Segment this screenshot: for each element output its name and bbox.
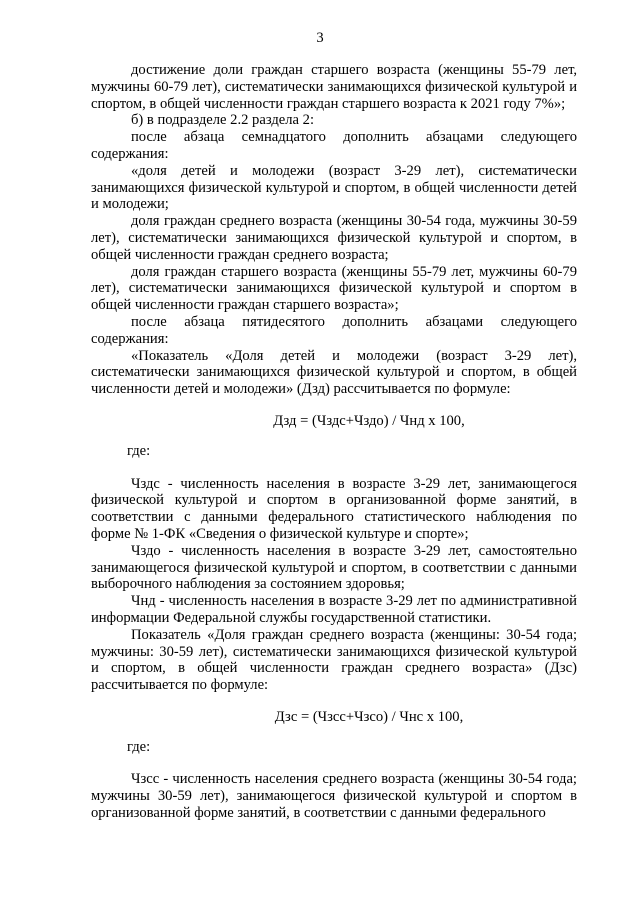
formula-dzd: Дзд = (Чздс+Чздо) / Чнд х 100, bbox=[273, 412, 465, 429]
where-label-2: где: bbox=[127, 738, 151, 755]
paragraph-8: «Показатель «Доля детей и молодежи (возраст 3-29 лет), систематически занимающихся физической культурой и спортом, в общей численности детей и молодежи» (Дзд) рассчитывается по формуле: bbox=[91, 347, 577, 398]
where-label-1: где: bbox=[127, 442, 151, 459]
definition-chnd: Чнд - численность населения в возрасте 3-29 лет по административной информации Федеральной службы государственной статистики. bbox=[91, 593, 577, 626]
formula-dzs: Дзс = (Чзсс+Чзсо) / Чнс х 100, bbox=[274, 708, 464, 725]
page-number: 3 bbox=[316, 30, 324, 46]
paragraph-2: б) в подразделе 2.2 раздела 2: bbox=[131, 112, 314, 129]
definition-chzdo: Чздо - численность населения в возрасте 3-29 лет, самостоятельно занимающегося физической культурой и спортом, в соответствии с данными выборочного наблюдения за состоянием здоровья; bbox=[91, 542, 577, 593]
definition-chzss: Чзсс - численность населения среднего возраста (женщины 30-54 года; мужчины 30-59 лет), занимающегося физической культурой и спортом в организованной форме занятий, в соответствии с данными федерального bbox=[91, 771, 577, 822]
paragraph-5: доля граждан среднего возраста (женщины 30-54 года, мужчины 30-59 лет), систематически занимающихся физической культурой и спортом, в общей численности граждан среднего возраста; bbox=[91, 213, 577, 263]
paragraph-7: после абзаца пятидесятого дополнить абзацами следующего содержания: bbox=[91, 313, 577, 347]
paragraph-6: доля граждан старшего возраста (женщины 55-79 лет, мужчины 60-79 лет), систематически занимающихся физической культурой и спортом в общей численности граждан старшего возраста»; bbox=[91, 263, 577, 314]
paragraph-indicator-dzs: Показатель «Доля граждан среднего возраста (женщины: 30-54 года; мужчины: 30-59 лет), систематически занимающихся физической культурой и спортом, в общей численности граждан среднего возраста» (Дзс) рассчитывается по формуле: bbox=[91, 626, 577, 694]
paragraph-3: после абзаца семнадцатого дополнить абзацами следующего содержания: bbox=[91, 129, 577, 162]
document-body bbox=[91, 62, 577, 822]
paragraph-1: достижение доли граждан старшего возраста (женщины 55-79 лет, мужчины 60-79 лет), систематически занимающихся физической культурой и спортом, в общей численности граждан старшего возраста к 2021 году 7%»; bbox=[91, 62, 577, 112]
paragraph-4: «доля детей и молодежи (возраст 3-29 лет), систематически занимающихся физической культурой и спортом, в общей численности детей и молодежи; bbox=[91, 162, 577, 213]
definition-chzds: Чздс - численность населения в возрасте 3-29 лет, занимающегося физической культурой и спортом в организованной форме занятий, в соответствии с данными федерального статистического наблюдения по форме № 1-ФК «Сведения о физической культуре и спорте»; bbox=[91, 475, 577, 542]
